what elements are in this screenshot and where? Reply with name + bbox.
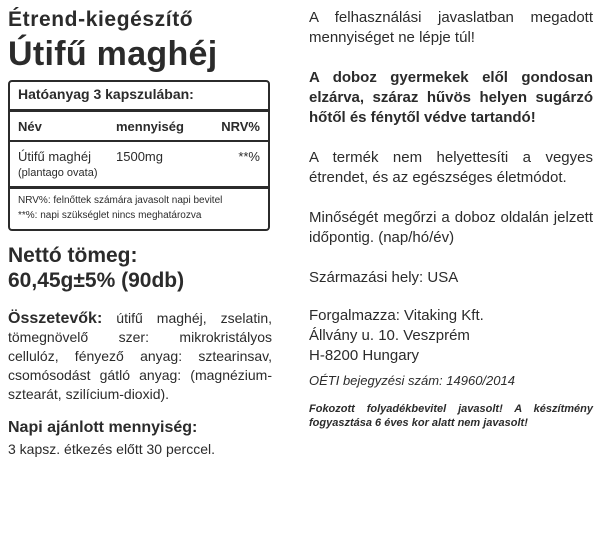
fluid-age-warning: Fokozott folyadékbevitel javasolt! A készítmény fogyasztása 6 éves kor alatt nem javasolt!: [309, 403, 593, 429]
ingredient-name: Útifű maghéj: [18, 148, 91, 164]
nutrition-heading: Hatóanyag 3 kapszulában:: [18, 86, 194, 102]
column-name: Név: [18, 119, 42, 134]
left-column: [8, 8, 272, 459]
origin: Származási hely: USA: [309, 269, 459, 286]
net-weight-value: 60,45g±5% (90db): [8, 268, 185, 292]
footnote: NRV%: felnőttek számára javasolt napi bevitel: [18, 194, 223, 206]
ingredients: [8, 309, 272, 404]
diet-disclaimer: A termék nem helyettesíti a vegyes étrendet, és az egészséges életmódot.: [309, 149, 593, 186]
distributor-line: H-8200 Hungary: [309, 347, 420, 364]
footnote: **%: napi szükséglet nincs meghatározva: [18, 209, 202, 221]
nutrition-table: [8, 80, 270, 231]
product-subtitle: Étrend-kiegészítő: [8, 8, 194, 31]
ingredients-label: Összetevők:: [8, 309, 103, 327]
usage-warning: A felhasználási javaslatban megadott mennyiséget ne lépje túl!: [309, 9, 593, 46]
distributor-line: Forgalmazza: Vitaking Kft.: [309, 307, 484, 324]
column-amount: mennyiség: [116, 119, 184, 134]
column-nrv: NRV%: [221, 119, 260, 134]
nutrition-data-row: [18, 142, 260, 166]
net-weight: [8, 243, 272, 293]
nutrition-header-row: [18, 112, 260, 140]
ingredient-amount: 1500mg: [116, 148, 163, 164]
best-before: Minőségét megőrzi a doboz oldalán jelzett időpontig. (nap/hó/év): [309, 209, 593, 246]
dosage-heading: Napi ajánlott mennyiség:: [8, 418, 198, 436]
nutrition-footnotes: [18, 189, 260, 223]
ingredients-text: útifű maghéj, zselatin, tömegnövelő szer: mikrokristályos cellulóz, fényező anyag: sztearinsav, csomósodást gátló anyag: (magnézium-sztearát, szilícium-dioxid).: [8, 309, 272, 402]
dosage-text: 3 kapsz. étkezés előtt 30 perccel.: [8, 440, 215, 457]
ingredient-nrv: **%: [238, 148, 260, 164]
distributor: [309, 306, 593, 366]
product-title: Útifű maghéj: [8, 35, 218, 73]
right-column: [309, 8, 593, 430]
net-weight-label: Nettó tömeg:: [8, 243, 138, 267]
storage-instructions: A doboz gyermekek elől gondosan elzárva, száraz hűvös helyen sugárzó hőtől és fénytől védve tartandó!: [309, 69, 593, 126]
distributor-line: Állvány u. 10. Veszprém: [309, 327, 470, 344]
ingredient-latin-name: (plantago ovata): [18, 166, 98, 179]
oeti-registration: OÉTI bejegyzési szám: 14960/2014: [309, 373, 515, 388]
